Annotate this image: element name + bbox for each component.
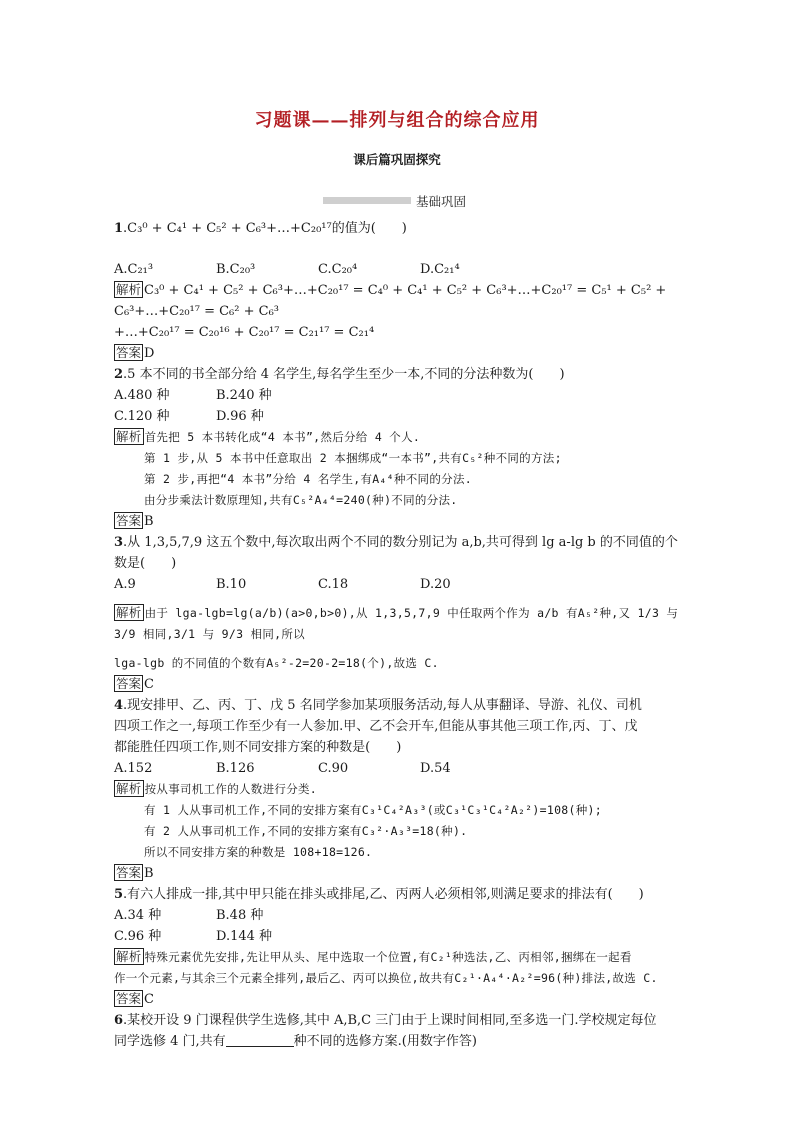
analysis-tag: 解析 [116,282,142,297]
option: A.9 [114,577,136,592]
option: C.18 [318,577,349,592]
answer-5: 答案 C [116,991,154,1007]
options-1 [114,259,684,280]
option: C.90 [318,761,349,776]
analysis-tag: 解析 [116,781,142,796]
question-4: 4.现安排甲、乙、丙、丁、戊 5 名同学参加某项服务活动,每人从事翻译、导游、礼仪、司机 [114,698,642,713]
option: B.C₂₀³ [216,262,256,277]
answer-tag: 答案 [116,991,142,1006]
analysis-1: 解析 C₃⁰ + C₄¹ + C₅² + C₆³+…+C₂₀¹⁷ = C₄⁰ + C₄¹ + C₅² + C₆³+…+C₂₀¹⁷ = C₅¹ + C₅² + C₆³+…+C₂₀¹⁷ = C₆² + C₆³ [114,282,667,319]
page-subtitle: 课后篇巩固探究 [353,152,441,167]
option: B.10 [216,577,247,592]
analysis-tag: 解析 [116,949,142,964]
question-5: 5.有六人排成一排,其中甲只能在排头或排尾,乙、丙两人必须相邻,则满足要求的排法有( ) [114,887,644,902]
question-1: 1.C₃⁰ + C₄¹ + C₅² + C₆³+…+C₂₀¹⁷的值为( ) [114,221,407,236]
answer-blank[interactable] [226,1033,294,1047]
content: 1.C₃⁰ + C₄¹ + C₅² + C₆³+…+C₂₀¹⁷的值为( ) A.C₂₁³ B.C₂₀³ C.C₂₀⁴ D.C₂₁⁴ 解析 C₃⁰ + C₄¹ + C₅² + C₆³+…+C₂₀¹⁷ = C₄⁰ + C₄¹ + C₅² + C₆³+…+C₂₀¹⁷ = C₅¹ + C₅² + C₆³+…+C₂₀¹⁷ = C₆² + C₆³ +…+C₂₀¹⁷ = C₂₀¹⁶ + C₂₀¹⁷ = C₂₁¹⁷ = C₂₁⁴ 答案 D 2.5 本不同的书全部分给 4 名学生,每名学生至少一本,不同的分法种数为( ) A.480 种 B.240 种 C.120 种 D.96 种 解析 首先把 5 本书转化成“4 本书”,然后分给 4 个人. 第 1 步,从 5 本书中任意取出 2 本捆绑成“一本书”,共有C₅²种不同的方法; 第 2 步,再把“4 本书”分给 4 名学生,有A₄⁴种不同的分法. 由分步乘法计数原理知,共有C₅²A₄⁴=240(种)不同的分法. 答案 B 3.从 1,3,5,7,9 这五个数中,每次取出两个不同的数分别记为 a,b,共可得到 lg a-lg b 的不同值的个 数是( ) A.9 B.10 C.18 D.20 解析 由于 lga-lgb=lg(a/b)(a>0,b>0),从 1,3,5,7,9 中任取两个作为 a/b 有A₅²种,又 1/3 与 3/9 相同,3/1 与 9/3 相同,所以 lga-lgb 的不同值的个数有A₅²-2=20-2=18(个),故选 C. 答案 C 4.现安排甲、乙、丙、丁、戊 5 名同学参加某项服务活动,每人从事翻译、导游、礼仪、司机 四项工作之一,每项工作至少有一人参加.甲、乙不会开车,但能从事其他三项工作,丙、丁、戊 都能胜任四项工作,则不同安排方案的种数是( ) A.152 B.126 C.90 D.54 解析 按从事司机工作的人数进行分类. 有 1 人从事司机工作,不同的安排方案有C₃¹C₄²A₃³(或C₃¹C₃¹C₄²A₂²)=108(种); 有 2 人从事司机工作,不同的安排方案有C₃²·A₃³=18(种). 所以不同安排方案的种数是 108+18=126. 答案 B 5.有六人排成一排,其中甲只能在排头或排尾,乙、丙两人必须相邻,则满足要求的排法有( ) A.34 种 B.48 种 C.96 种 D.144 种 解析 特殊元素优先安排,先让甲从头、尾中选取一个位置,有C₂¹种选法,乙、丙相邻,捆绑在一起看 作一个元素,与其余三个元素全排列,最后乙、丙可以换位,故共有C₂¹·A₄⁴·A₂²=96(种)排法,故选 C. 答案 C 6.某校开设 9 门课程供学生选修,其中 A,B,C 三门由于上课时间相同,至多选一门.学校规定每位 同学选修 4 门,共有 种不同的选修方案.(用数字作答) [114,218,684,1052]
option: A.152 [114,761,153,776]
option: D.C₂₁⁴ [420,262,460,277]
answer-tag: 答案 [116,345,142,360]
analysis-5: 解析 特殊元素优先安排,先让甲从头、尾中选取一个位置,有C₂¹种选法,乙、丙相邻,捆绑在一起看 [116,949,632,964]
answer-4: 答案 B [116,865,154,881]
analysis-3: 解析 由于 lga-lgb=lg(a/b)(a>0,b>0),从 1,3,5,7,9 中任取两个作为 a/b 有A₅²种,又 1/3 与 3/9 相同,3/1 与 9/3 相同,所以 [114,605,679,641]
question-2: 2.5 本不同的书全部分给 4 名学生,每名学生至少一本,不同的分法种数为( ) [114,367,565,382]
analysis-tag: 解析 [116,429,142,444]
option: D.144 种 [216,929,273,944]
answer-tag: 答案 [116,513,142,528]
option: C.120 种 [114,409,170,424]
analysis-tag: 解析 [116,605,142,620]
answer-3: 答案 C [116,676,154,692]
option: C.96 种 [114,929,162,944]
option: B.240 种 [216,388,272,403]
option: D.96 种 [216,409,264,424]
option: B.126 [216,761,255,776]
answer-tag: 答案 [116,676,142,691]
answer-1: 答案 D [116,345,155,361]
option: D.54 [420,761,451,776]
analysis-4: 解析 按从事司机工作的人数进行分类. [116,781,318,796]
analysis-2: 解析 首先把 5 本书转化成“4 本书”,然后分给 4 个人. [116,429,421,444]
option: A.C₂₁³ [114,262,154,277]
section-bar [323,197,411,204]
question-6: 6.某校开设 9 门课程供学生选修,其中 A,B,C 三门由于上课时间相同,至多选一门.学校规定每位 [114,1013,657,1028]
option: D.20 [420,577,451,592]
option: B.48 种 [216,908,264,923]
section-label: 基础巩固 [416,194,467,209]
question-3: 3.从 1,3,5,7,9 这五个数中,每次取出两个不同的数分别记为 a,b,共可得到 lg a-lg b 的不同值的个 [114,535,678,550]
option: A.34 种 [114,908,162,923]
option: A.480 种 [114,388,170,403]
answer-2: 答案 B [116,513,154,529]
page-title: 习题课——排列与组合的综合应用 [254,110,540,131]
option: C.C₂₀⁴ [318,262,358,277]
answer-tag: 答案 [116,865,142,880]
